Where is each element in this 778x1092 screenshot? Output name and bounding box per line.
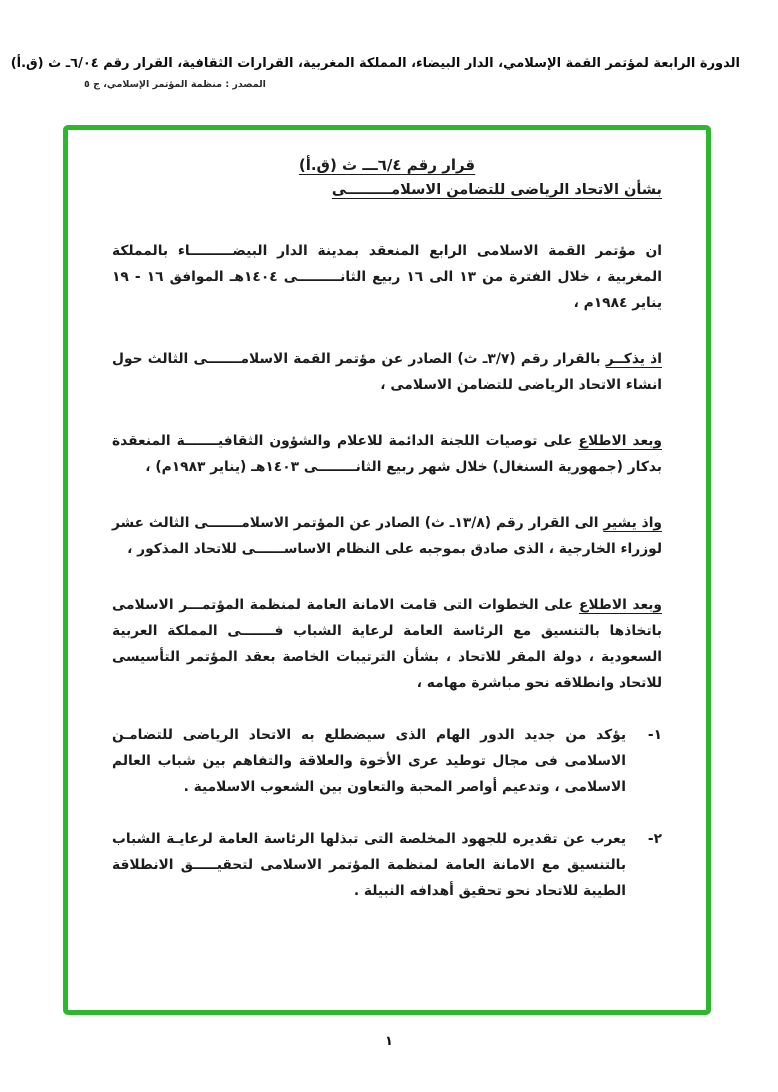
paragraph-text: على الخطوات التى قامت الامانة العامة لمنظمة المؤتمـــر الاسلامى باتخاذها بالتنسيق مع الرئاسة العامة لرعاية الشباب فـــــــى المملكة العربية السعودية ، دولة المقر للاتحاد ، بشأن الترتيبات الخاصة بعقد المؤتمر التأسيسى للاتحاد وانطلاقه نحو مباشرة مهامه ،	[112, 597, 662, 691]
document-frame	[63, 125, 711, 1015]
list-item-number: ١-	[647, 727, 662, 743]
resolution-title-text: قرار رقم ٦/٤ـــ ث (ق.أ)	[298, 156, 476, 174]
resolution-subject	[112, 182, 662, 198]
document-body	[68, 130, 706, 1010]
document-source-line: المصدر : منظمة المؤتمر الإسلامي، ج ٥	[84, 79, 266, 90]
paragraph-having-reviewed-1	[112, 428, 662, 480]
list-item-number: ٢-	[647, 831, 662, 847]
list-item-text: يعرب عن تقديره للجهود المخلصة التى تبذلها الرئاسة العامة لرعايـة الشباب بالتنسيق مع الامانة العامة لمنظمة المؤتمر الاسلامى لتحقيـــــق الانطلاقة الطيبة للاتحاد نحو تحقيق أهدافه النبيلة .	[112, 831, 626, 899]
list-item-2	[112, 826, 662, 904]
paragraph-text: ان مؤتمر القمة الاسلامى الرابع المنعقد بمدينة الدار البيضـــــــــاء بالمملكة المغربية ، خلال الفترة من ١٣ الى ١٦ ربيع الثانـــــــــى ١٤٠٤هـ الموافق ١٦ - ١٩ يناير ١٩٨٤م ،	[112, 243, 662, 311]
paragraph-lead: وبعد الاطلاع	[578, 433, 662, 449]
resolution-subject-text: بشأن الاتحاد الرياضى للتضامن الاسلامـــــــــى	[331, 182, 662, 198]
document-header-citation: الدورة الرابعة لمؤتمر القمة الإسلامي، الدار البيضاء، المملكة المغربية، القرارات الثقافية، القرار رقم ٦/٠٤ـ ث (ق.أ)	[10, 56, 740, 71]
paragraph-recalls	[112, 346, 662, 398]
resolution-title	[112, 156, 662, 174]
paragraph-text: بالقرار رقم (٣/٧ـ ث) الصادر عن مؤتمر القمة الاسلامـــــــى الثالث حول انشاء الاتحاد الرياضى للتضامن الاسلامى ،	[112, 351, 662, 393]
paragraph-text: على توصيات اللجنة الدائمة للاعلام والشؤون الثقافيـــــــة المنعقدة بدكار (جمهورية السنغال) خلال شهر ربيع الثانــــــــى ١٤٠٣هـ (يناير ١٩٨٣م) ،	[112, 433, 662, 475]
paragraph-lead: اذ يذكــر	[605, 351, 662, 367]
paragraph-having-reviewed-2	[112, 592, 662, 696]
paragraph-text: الى القرار رقم (١٣/٨ـ ث) الصادر عن المؤتمر الاسلامـــــــى الثالث عشر لوزراء الخارجية ، الذى صادق بموجبه على النظام الاساســــــى للاتحاد المذكور ،	[112, 515, 662, 557]
paragraph-preamble	[112, 238, 662, 316]
list-item-1	[112, 722, 662, 800]
page-number: ١	[385, 1034, 393, 1049]
paragraph-lead: واذ يشير	[603, 515, 663, 531]
paragraph-lead: وبعد الاطلاع	[578, 597, 662, 613]
list-item-text: يؤكد من جديد الدور الهام الذى سيضطلع به الاتحاد الرياضى للتضامـن الاسلامى فى مجال توطيد عرى الأخوة والعلاقة والتفاهم بين شباب العالم الاسلامى ، وتدعيم أواصر المحبة والتعاون بين الشعوب الاسلامية .	[112, 727, 626, 795]
paragraph-refers	[112, 510, 662, 562]
